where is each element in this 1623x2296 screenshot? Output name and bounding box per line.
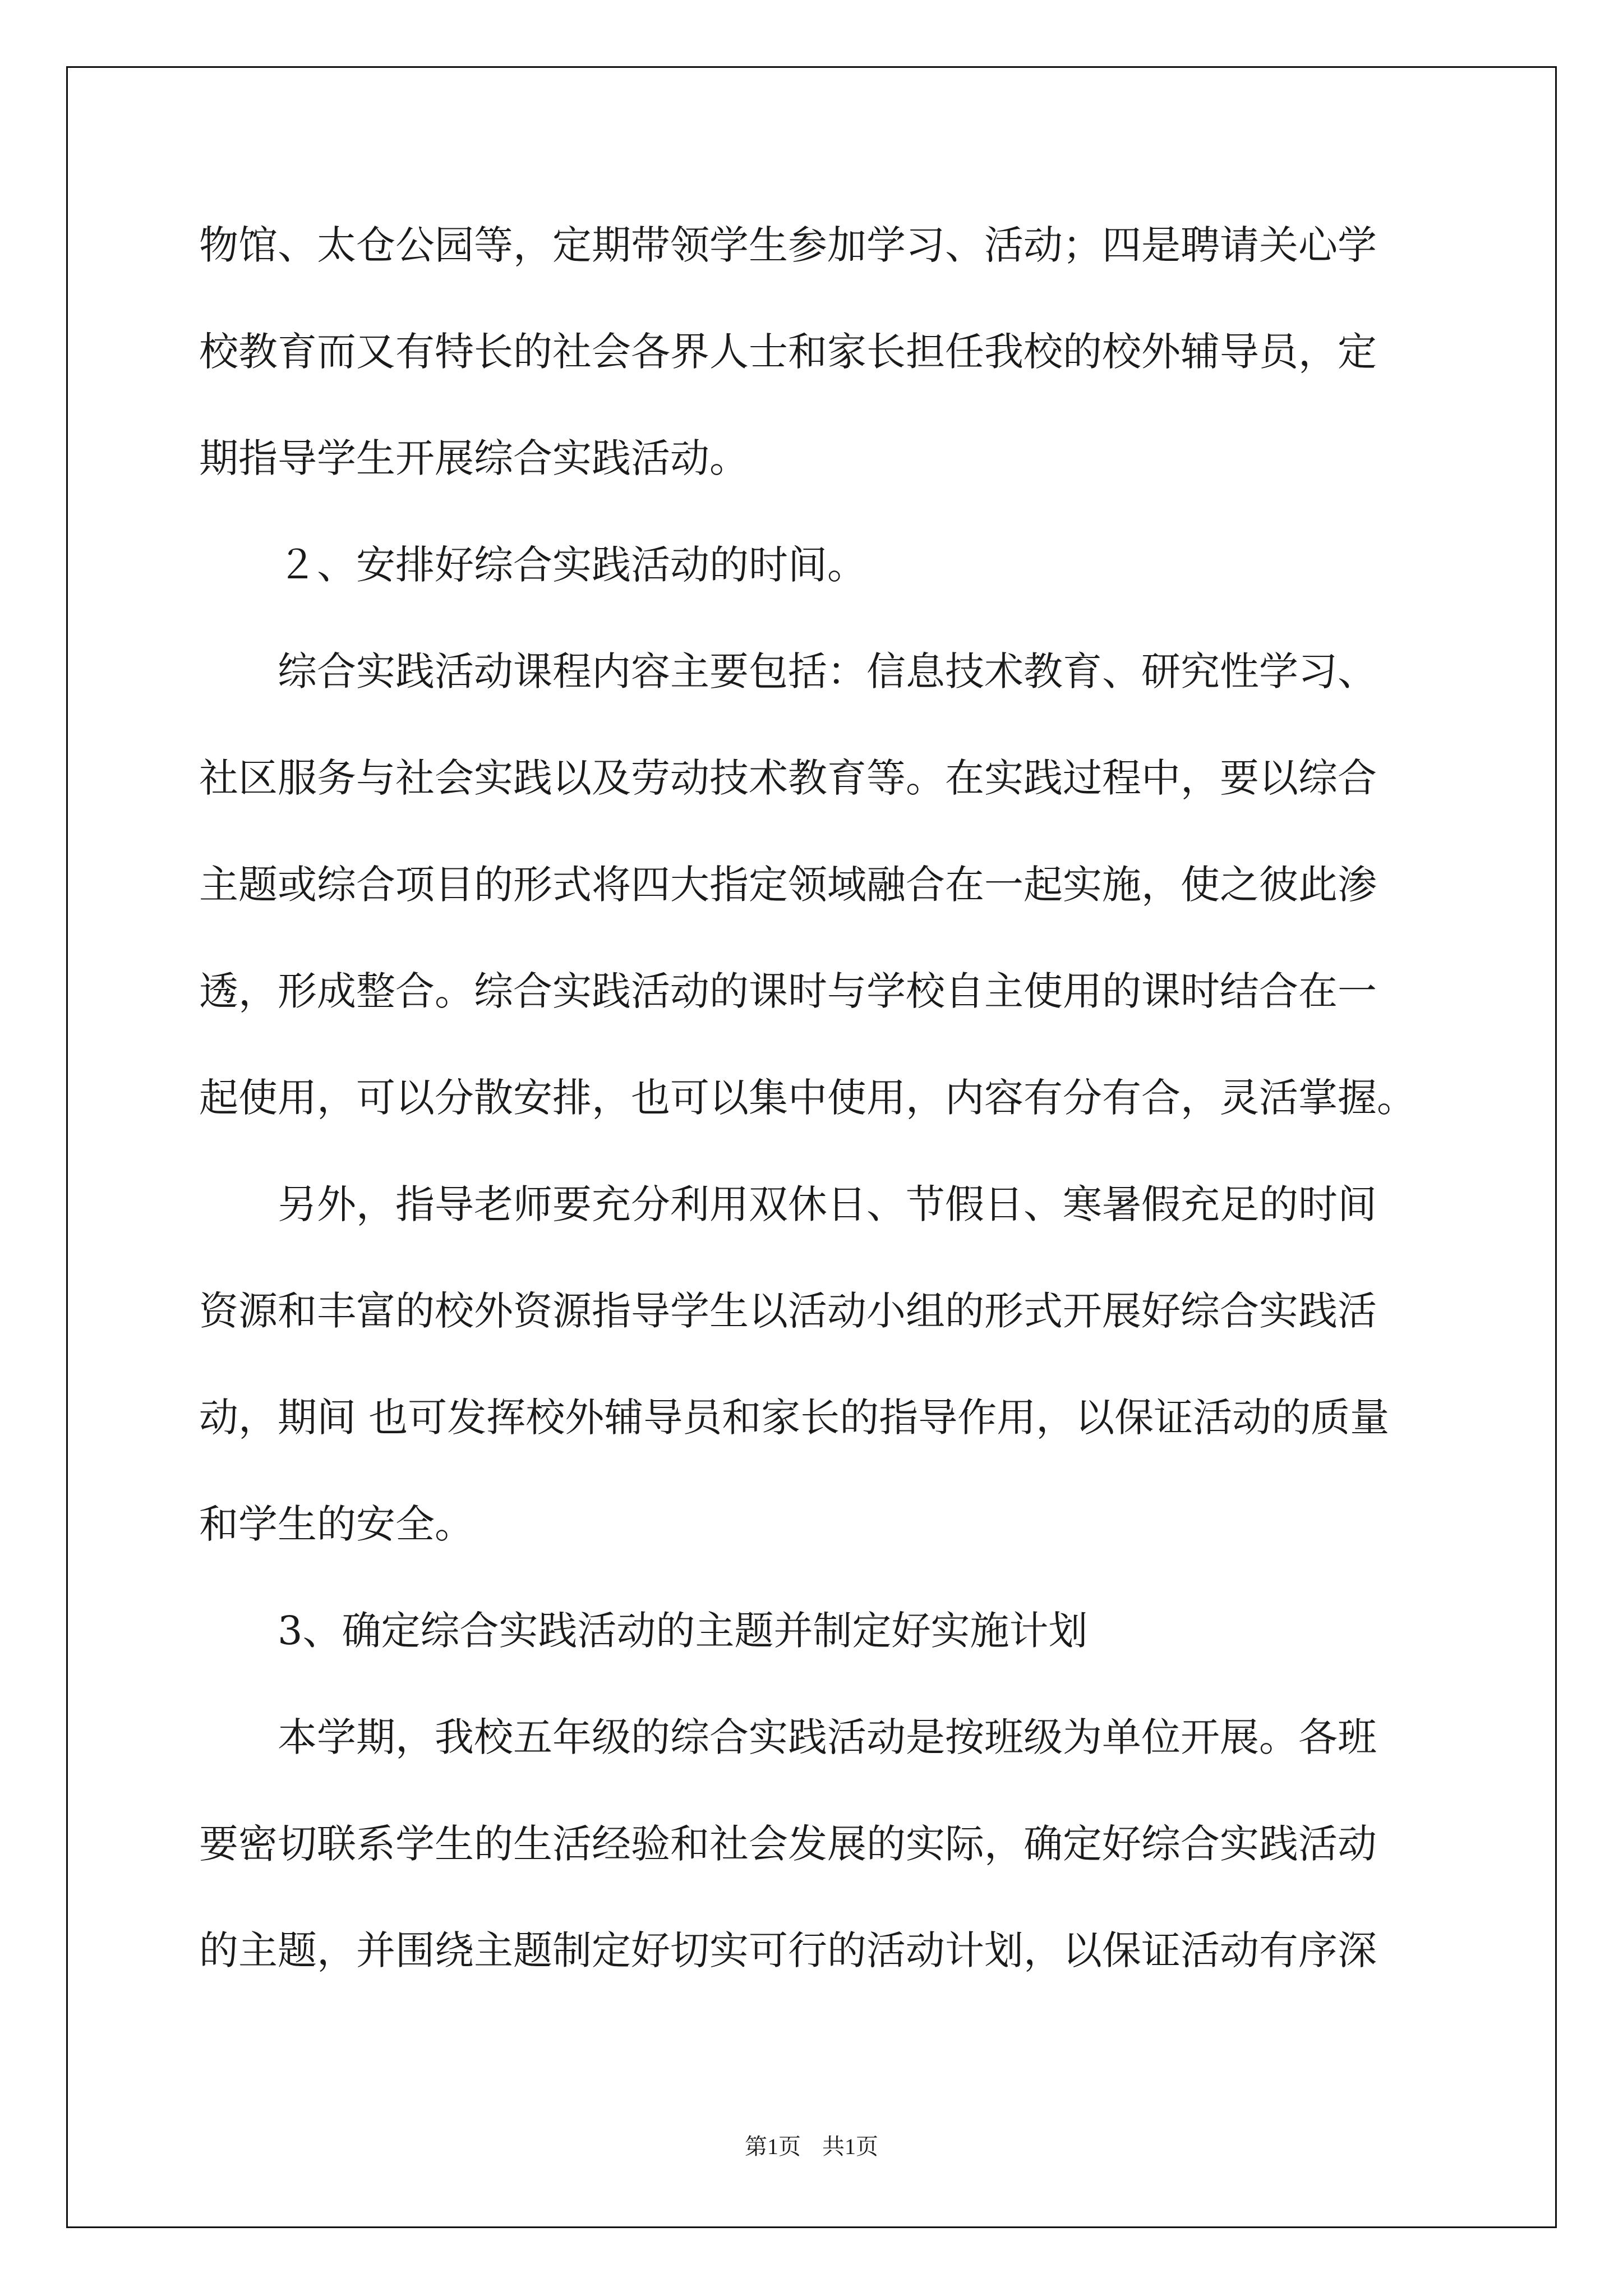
page-footer <box>0 2129 1623 2161</box>
section-heading-2: ２、安排好综合实践活动的时间。 <box>278 542 866 588</box>
body-line-13: 和学生的安全。 <box>199 1501 474 1547</box>
body-line-6: 社区服务与社会实践以及劳动技术教育等。在实践过程中，要以综合 <box>199 755 1377 801</box>
page-number: 第1页 <box>745 2134 801 2159</box>
paragraph-start: 另外，指导老师要充分利用双休日、节假日、寒暑假充足的时间 <box>278 1181 1377 1227</box>
body-line-12: 动，期间 也可发挥校外辅导员和家长的指导作用，以保证活动的质量 <box>199 1395 1390 1441</box>
page-frame <box>66 66 1557 2228</box>
body-line-9: 起使用，可以分散安排，也可以集中使用，内容有分有合，灵活掌握。 <box>199 1075 1416 1121</box>
body-line-11: 资源和丰富的校外资源指导学生以活动小组的形式开展好综合实践活 <box>199 1288 1377 1334</box>
body-line-8: 透，形成整合。综合实践活动的课时与学校自主使用的课时结合在一 <box>199 968 1377 1014</box>
page-total: 共1页 <box>822 2134 878 2159</box>
paragraph-start: 综合实践活动课程内容主要包括：信息技术教育、研究性学习、 <box>278 648 1377 694</box>
body-line-17: 的主题，并围绕主题制定好切实可行的活动计划，以保证活动有序深 <box>199 1927 1377 1973</box>
section-heading-3: 3、确定综合实践活动的主题并制定好实施计划 <box>278 1608 1088 1654</box>
paragraph-start: 本学期，我校五年级的综合实践活动是按班级为单位开展。各班 <box>278 1714 1377 1760</box>
body-line-7: 主题或综合项目的形式将四大指定领域融合在一起实施，使之彼此渗 <box>199 862 1377 908</box>
body-line-3: 期指导学生开展综合实践活动。 <box>199 435 749 481</box>
body-line-2: 校教育而又有特长的社会各界人士和家长担任我校的校外辅导员，定 <box>199 329 1377 375</box>
body-line-1: 物馆、太仓公园等，定期带领学生参加学习、活动；四是聘请关心学 <box>199 222 1377 268</box>
body-line-16: 要密切联系学生的生活经验和社会发展的实际，确定好综合实践活动 <box>199 1821 1377 1867</box>
